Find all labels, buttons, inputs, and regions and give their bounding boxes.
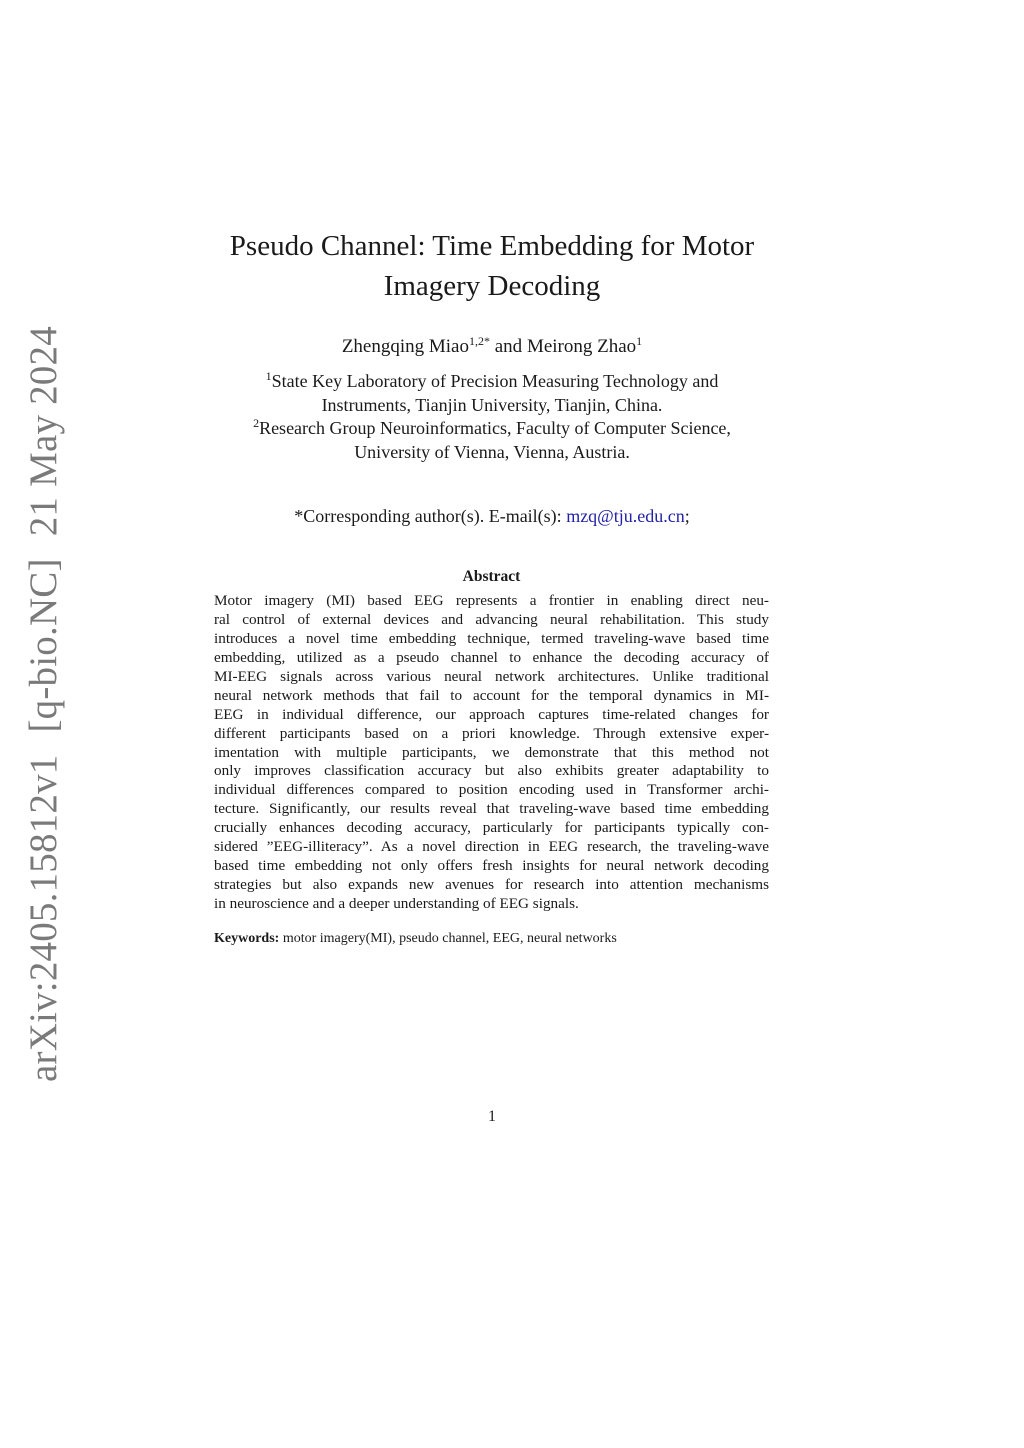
abstract-line: individual differences compared to position encoding used in Transformer archi- bbox=[214, 781, 769, 799]
affiliation-1-line-2: Instruments, Tianjin University, Tianjin, China. bbox=[321, 394, 663, 415]
arxiv-id: arXiv:2405.15812v1 bbox=[22, 754, 65, 1082]
email-link[interactable]: mzq@tju.edu.cn bbox=[566, 506, 685, 526]
affiliation-1 bbox=[180, 370, 804, 417]
abstract-line: sidered ”EEG-illiteracy”. As a novel direction in EEG research, the traveling-wave bbox=[214, 838, 769, 856]
abstract-heading: Abstract bbox=[462, 568, 521, 585]
abstract-line: in neuroscience and a deeper understanding of EEG signals. bbox=[214, 895, 579, 912]
author-name-1: Zhengqing Miao bbox=[341, 336, 469, 357]
corresponding-author bbox=[180, 504, 804, 528]
paper-title bbox=[180, 226, 804, 306]
page-number: 1 bbox=[488, 1108, 496, 1125]
keywords-text: motor imagery(MI), pseudo channel, EEG, neural networks bbox=[282, 931, 617, 946]
abstract-line: MI-EEG signals across various neural network architectures. Unlike traditional bbox=[214, 667, 769, 685]
affiliation-2-mark: 2 bbox=[253, 416, 260, 430]
author-connector: and bbox=[494, 336, 523, 357]
abstract-line: neural network methods that fail to account for the temporal dynamics in MI- bbox=[214, 686, 769, 704]
arxiv-date: 21 May 2024 bbox=[22, 326, 65, 537]
abstract-body bbox=[214, 592, 769, 914]
abstract-line: crucially enhances decoding accuracy, particularly for participants typically con- bbox=[214, 819, 769, 837]
abstract-line: imentation with multiple participants, we demonstrate that this method not bbox=[214, 743, 769, 761]
keywords bbox=[214, 929, 769, 949]
arxiv-category: [q-bio.NC] bbox=[22, 558, 65, 733]
abstract-line: Motor imagery (MI) based EEG represents a frontier in enabling direct neu- bbox=[214, 592, 769, 609]
affiliation-list bbox=[180, 370, 804, 464]
abstract-line: only improves classification accuracy but also exhibits greater adaptability to bbox=[214, 762, 769, 780]
abstract-line: different participants based on a priori knowledge. Through extensive exper- bbox=[214, 724, 769, 742]
abstract-line: introduces a novel time embedding technique, termed traveling-wave based time bbox=[214, 629, 769, 647]
abstract-line: tecture. Significantly, our results reveal that traveling-wave based time embedding bbox=[214, 800, 769, 818]
affiliation-2-line-1: Research Group Neuroinformatics, Faculty of Computer Science, bbox=[259, 418, 731, 438]
title-line-1: Pseudo Channel: Time Embedding for Motor bbox=[229, 230, 755, 262]
corresponding-suffix: ; bbox=[684, 506, 690, 526]
affiliation-1-line-1: State Key Laboratory of Precision Measuring Technology and bbox=[271, 371, 719, 391]
keywords-label: Keywords: bbox=[214, 931, 280, 946]
abstract-line: embedding, utilized as a pseudo channel to enhance the decoding accuracy of bbox=[214, 648, 769, 666]
abstract-line: based time embedding not only offers fresh insights for neural network decoding bbox=[214, 857, 769, 875]
corresponding-prefix: *Corresponding author(s). E-mail(s): bbox=[294, 506, 562, 526]
title-line-2: Imagery Decoding bbox=[383, 270, 601, 302]
author-2-affiliation-mark: 1 bbox=[636, 334, 643, 348]
author-name-2: Meirong Zhao bbox=[526, 336, 637, 357]
abstract-line: EEG in individual difference, our approach captures time-related changes for bbox=[214, 705, 769, 723]
affiliation-1-mark: 1 bbox=[265, 369, 272, 383]
abstract-line: ral control of external devices and advancing neural rehabilitation. This study bbox=[214, 610, 769, 628]
abstract-line: strategies but also expands new avenues for research into attention mechanisms bbox=[214, 876, 769, 894]
arxiv-identifier-stamp bbox=[22, 326, 66, 1082]
author-1-affiliation-mark: 1,2* bbox=[469, 334, 490, 348]
affiliation-2 bbox=[180, 417, 804, 464]
affiliation-2-line-2: University of Vienna, Vienna, Austria. bbox=[354, 441, 630, 462]
author-list bbox=[180, 334, 804, 360]
